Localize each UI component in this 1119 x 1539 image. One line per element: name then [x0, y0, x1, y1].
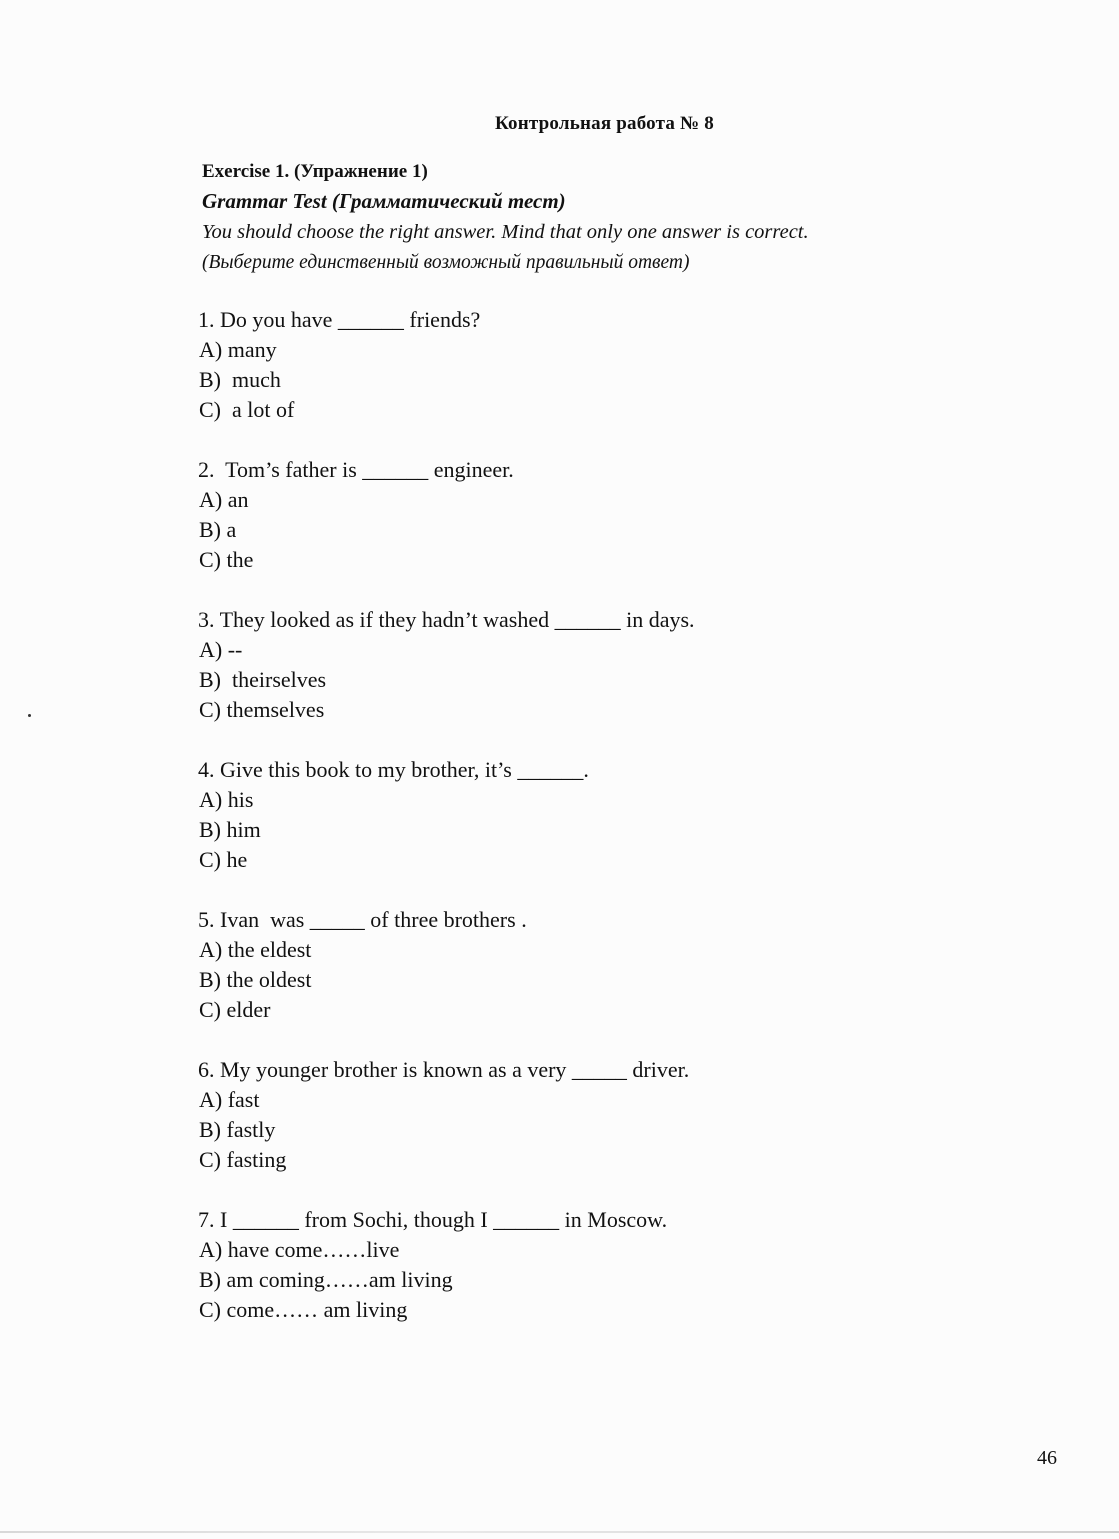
option-b: B) much: [199, 367, 281, 392]
option-b: B) the oldest: [199, 967, 312, 992]
question-text: 6. My younger brother is known as a very _____ driver.: [198, 1057, 690, 1082]
scan-edge-line: [0, 1531, 1119, 1533]
exercise-instruction-ru: (Выберите единственный возможный правильный ответ): [202, 252, 690, 273]
question-3: [198, 605, 1038, 725]
option-c: C) elder: [199, 997, 271, 1022]
question-text: 4. Give this book to my brother, it’s ______.: [198, 757, 589, 782]
option-a: A) many: [199, 337, 277, 362]
option-c: C) fasting: [199, 1147, 287, 1172]
question-list: [198, 305, 1038, 1355]
question-text: 2. Tom’s father is ______ engineer.: [198, 457, 514, 482]
option-c: C) the: [199, 547, 254, 572]
option-c: C) he: [199, 847, 248, 872]
question-text: 1. Do you have ______ friends?: [198, 307, 481, 332]
option-c: C) a lot of: [199, 397, 295, 422]
option-a: A) his: [199, 787, 254, 812]
exercise-header: [202, 158, 1022, 280]
option-b: B) fastly: [199, 1117, 276, 1142]
option-b: B) theirselves: [199, 667, 327, 692]
question-4: [198, 755, 1038, 875]
page-number: 46: [1037, 1447, 1057, 1469]
question-text: 3. They looked as if they hadn’t washed ______ in days.: [198, 607, 695, 632]
option-a: A) --: [199, 637, 243, 662]
exercise-subtitle: Grammar Test (Грамматический тест): [202, 189, 566, 213]
option-a: A) an: [199, 487, 249, 512]
question-1: [198, 305, 1038, 425]
option-c: C) come…… am living: [199, 1297, 408, 1322]
page-title: Контрольная работа № 8: [495, 113, 714, 134]
question-5: [198, 905, 1038, 1025]
option-b: B) a: [199, 517, 237, 542]
scan-speck: [28, 714, 31, 717]
option-a: A) fast: [199, 1087, 260, 1112]
question-6: [198, 1055, 1038, 1175]
option-a: A) the eldest: [199, 937, 312, 962]
option-a: A) have come……live: [199, 1237, 400, 1262]
exercise-label: Exercise 1. (Упражнение 1): [202, 161, 428, 182]
question-7: [198, 1205, 1038, 1325]
question-text: 7. I ______ from Sochi, though I ______ in Moscow.: [198, 1207, 668, 1232]
question-text: 5. Ivan was _____ of three brothers .: [198, 907, 527, 932]
question-2: [198, 455, 1038, 575]
option-b: B) him: [199, 817, 261, 842]
option-c: C) themselves: [199, 697, 325, 722]
option-b: B) am coming……am living: [199, 1267, 453, 1292]
exercise-instruction: You should choose the right answer. Mind that only one answer is correct.: [202, 221, 809, 243]
